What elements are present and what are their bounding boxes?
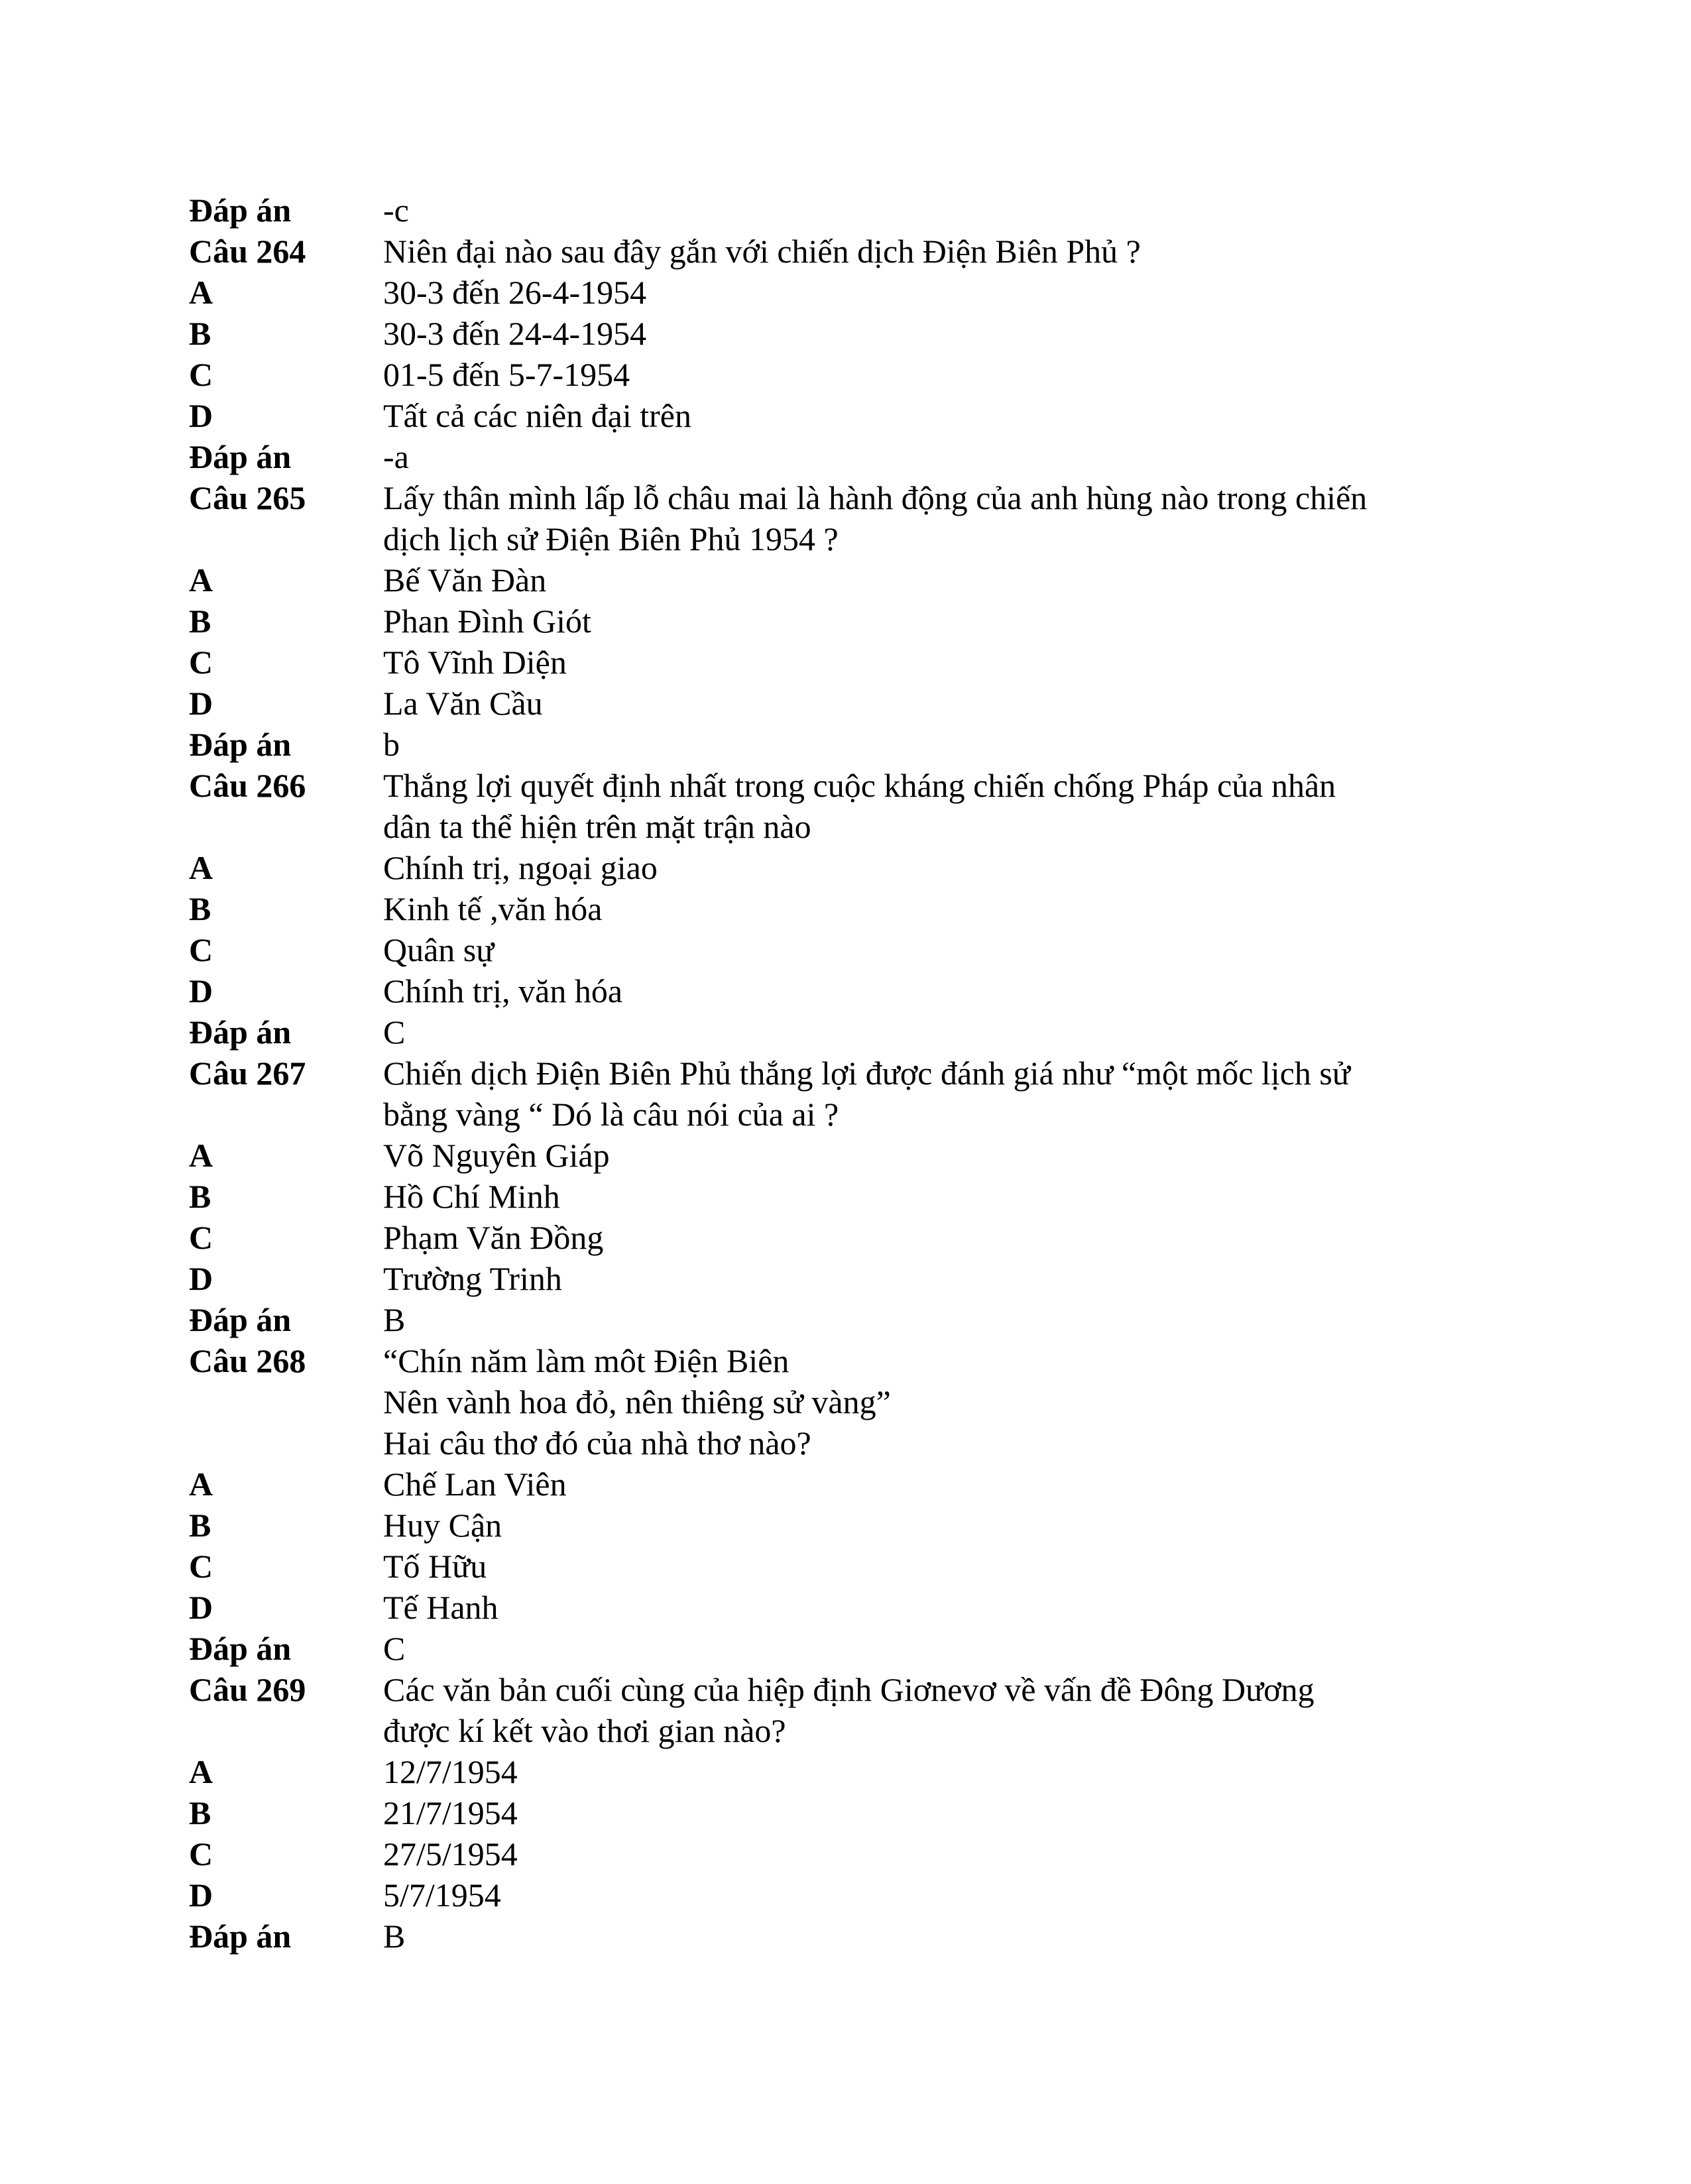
option-label: D	[189, 972, 213, 1009]
option-text-line: 21/7/1954	[383, 1794, 518, 1831]
option-label: D	[189, 1589, 213, 1626]
option-row	[189, 929, 1515, 970]
option-row	[189, 1464, 1515, 1505]
option-text	[383, 1258, 1515, 1299]
option-row	[189, 601, 1515, 642]
option-row	[189, 1874, 1515, 1916]
option-text	[383, 642, 1515, 683]
question-text-line: dân ta thể hiện trên mặt trận nào	[383, 808, 811, 845]
option-text	[383, 601, 1515, 642]
option-label: A	[189, 274, 213, 311]
question-text-line: Lấy thân mình lấp lỗ châu mai là hành động của anh hùng nào trong chiến	[383, 479, 1368, 516]
option-text-line: La Văn Cầu	[383, 685, 543, 722]
option-text	[383, 1176, 1515, 1217]
option-label: C	[189, 1548, 213, 1585]
option-label: A	[189, 1466, 213, 1503]
option-text	[383, 1546, 1515, 1587]
option-text-line: Tô Vĩnh Diện	[383, 644, 567, 681]
question-text	[383, 231, 1515, 272]
option-text-line: Chế Lan Viên	[383, 1466, 567, 1503]
question-row	[189, 1340, 1515, 1464]
option-text-line: Bế Văn Đàn	[383, 561, 547, 599]
answer-text-line: -a	[383, 438, 409, 475]
answer-text	[383, 436, 1515, 477]
question-row	[189, 1053, 1515, 1135]
option-text-line: Kinh tế ,văn hóa	[383, 890, 603, 927]
option-label: B	[189, 1507, 211, 1544]
option-text-line: Tố Hữu	[383, 1548, 487, 1585]
option-text-line: Võ Nguyên Giáp	[383, 1137, 610, 1174]
option-row	[189, 1135, 1515, 1176]
answer-text-line: B	[383, 1301, 406, 1338]
option-label: A	[189, 1753, 213, 1790]
option-label: D	[189, 1876, 213, 1914]
question-label: Câu 269	[189, 1671, 306, 1708]
option-row	[189, 354, 1515, 395]
answer-text	[383, 1628, 1515, 1669]
answer-label: Đáp án	[189, 438, 292, 475]
question-label: Câu 266	[189, 767, 306, 804]
answer-row	[189, 724, 1515, 765]
question-text-line: Thắng lợi quyết định nhất trong cuộc kháng chiến chống Pháp của nhân	[383, 767, 1336, 804]
answer-text-line: b	[383, 726, 400, 763]
option-text-line: Phạm Văn Đồng	[383, 1219, 604, 1256]
answer-text	[383, 1011, 1515, 1053]
option-label: D	[189, 1260, 213, 1297]
option-text-line: Quân sự	[383, 931, 495, 968]
option-text-line: Huy Cận	[383, 1507, 502, 1544]
option-label: B	[189, 603, 211, 640]
answer-label: Đáp án	[189, 726, 292, 763]
answer-text-line: B	[383, 1918, 406, 1955]
option-row	[189, 1258, 1515, 1299]
option-label: D	[189, 397, 213, 434]
option-row	[189, 272, 1515, 313]
option-label: A	[189, 561, 213, 599]
answer-text	[383, 724, 1515, 765]
option-text	[383, 313, 1515, 354]
option-text-line: 27/5/1954	[383, 1835, 518, 1872]
option-text	[383, 1874, 1515, 1916]
answer-row	[189, 190, 1515, 231]
question-text-line: bằng vàng “ Dó là câu nói của ai ?	[383, 1096, 839, 1133]
option-text	[383, 970, 1515, 1011]
question-label: Câu 267	[189, 1055, 306, 1092]
answer-label: Đáp án	[189, 1918, 292, 1955]
option-label: C	[189, 644, 213, 681]
question-label: Câu 268	[189, 1342, 306, 1379]
option-label: C	[189, 1219, 213, 1256]
question-text	[383, 1340, 1515, 1464]
question-label: Câu 265	[189, 479, 306, 516]
question-text-line: dịch lịch sử Điện Biên Phủ 1954 ?	[383, 520, 839, 557]
option-text	[383, 354, 1515, 395]
answer-text-line: C	[383, 1630, 406, 1667]
option-text	[383, 559, 1515, 601]
option-text	[383, 395, 1515, 436]
option-text	[383, 683, 1515, 724]
question-text-line: Niên đại nào sau đây gắn với chiến dịch Điện Biên Phủ ?	[383, 233, 1141, 270]
option-text	[383, 929, 1515, 970]
option-text	[383, 272, 1515, 313]
option-row	[189, 559, 1515, 601]
option-text	[383, 1833, 1515, 1874]
option-text	[383, 1587, 1515, 1628]
option-text	[383, 1217, 1515, 1258]
option-label: C	[189, 1835, 213, 1872]
question-text	[383, 1053, 1515, 1135]
option-row	[189, 395, 1515, 436]
option-row	[189, 1176, 1515, 1217]
option-text-line: 12/7/1954	[383, 1753, 518, 1790]
answer-text	[383, 190, 1515, 231]
question-text-line: Nên vành hoa đỏ, nên thiêng sử vàng”	[383, 1383, 891, 1420]
option-row	[189, 970, 1515, 1011]
answer-text	[383, 1916, 1515, 1957]
option-text-line: Phan Đình Giót	[383, 603, 591, 640]
option-text	[383, 1505, 1515, 1546]
option-label: A	[189, 1137, 213, 1174]
option-label: C	[189, 356, 213, 393]
option-label: A	[189, 849, 213, 886]
option-label: B	[189, 315, 211, 352]
option-label: C	[189, 931, 213, 968]
option-label: B	[189, 1178, 211, 1215]
question-row	[189, 1669, 1515, 1751]
quiz-document	[189, 190, 1515, 1957]
option-row	[189, 1217, 1515, 1258]
answer-row	[189, 436, 1515, 477]
option-text	[383, 1464, 1515, 1505]
option-text-line: Chính trị, văn hóa	[383, 972, 623, 1009]
option-row	[189, 1546, 1515, 1587]
answer-text-line: C	[383, 1013, 406, 1051]
answer-label: Đáp án	[189, 1013, 292, 1051]
option-row	[189, 1505, 1515, 1546]
option-text-line: 30-3 đến 24-4-1954	[383, 315, 647, 352]
option-label: B	[189, 890, 211, 927]
answer-row	[189, 1628, 1515, 1669]
question-text-line: “Chín năm làm môt Điện Biên	[383, 1342, 789, 1379]
option-text	[383, 1792, 1515, 1833]
answer-row	[189, 1011, 1515, 1053]
answer-label: Đáp án	[189, 1630, 292, 1667]
option-text-line: 30-3 đến 26-4-1954	[383, 274, 647, 311]
option-label: B	[189, 1794, 211, 1831]
option-text-line: 5/7/1954	[383, 1876, 501, 1914]
option-text-line: Tất cả các niên đại trên	[383, 397, 691, 434]
question-text-line: Hai câu thơ đó của nhà thơ nào?	[383, 1424, 811, 1462]
option-row	[189, 1587, 1515, 1628]
option-text	[383, 847, 1515, 888]
answer-text-line: -c	[383, 192, 409, 229]
question-row	[189, 765, 1515, 847]
question-text	[383, 477, 1515, 559]
option-text-line: Hồ Chí Minh	[383, 1178, 560, 1215]
answer-text	[383, 1299, 1515, 1340]
question-row	[189, 477, 1515, 559]
option-text	[383, 1135, 1515, 1176]
option-row	[189, 642, 1515, 683]
option-text-line: 01-5 đến 5-7-1954	[383, 356, 630, 393]
option-text-line: Tế Hanh	[383, 1589, 498, 1626]
option-text-line: Chính trị, ngoại giao	[383, 849, 658, 886]
option-row	[189, 1751, 1515, 1792]
option-row	[189, 683, 1515, 724]
answer-row	[189, 1916, 1515, 1957]
question-text-line: Các văn bản cuối cùng của hiệp định Giơnevơ về vấn đề Đông Dương	[383, 1671, 1314, 1708]
question-text-line: được kí kết vào thơi gian nào?	[383, 1712, 786, 1749]
option-row	[189, 888, 1515, 929]
option-row	[189, 847, 1515, 888]
answer-label: Đáp án	[189, 192, 292, 229]
answer-label: Đáp án	[189, 1301, 292, 1338]
answer-row	[189, 1299, 1515, 1340]
question-text-line: Chiến dịch Điện Biên Phủ thắng lợi được đánh giá như “một mốc lịch sử	[383, 1055, 1350, 1092]
option-row	[189, 313, 1515, 354]
question-text	[383, 765, 1515, 847]
option-row	[189, 1833, 1515, 1874]
option-label: D	[189, 685, 213, 722]
question-text	[383, 1669, 1515, 1751]
option-row	[189, 1792, 1515, 1833]
question-label: Câu 264	[189, 233, 306, 270]
option-text	[383, 888, 1515, 929]
question-row	[189, 231, 1515, 272]
option-text	[383, 1751, 1515, 1792]
option-text-line: Trường Trinh	[383, 1260, 562, 1297]
